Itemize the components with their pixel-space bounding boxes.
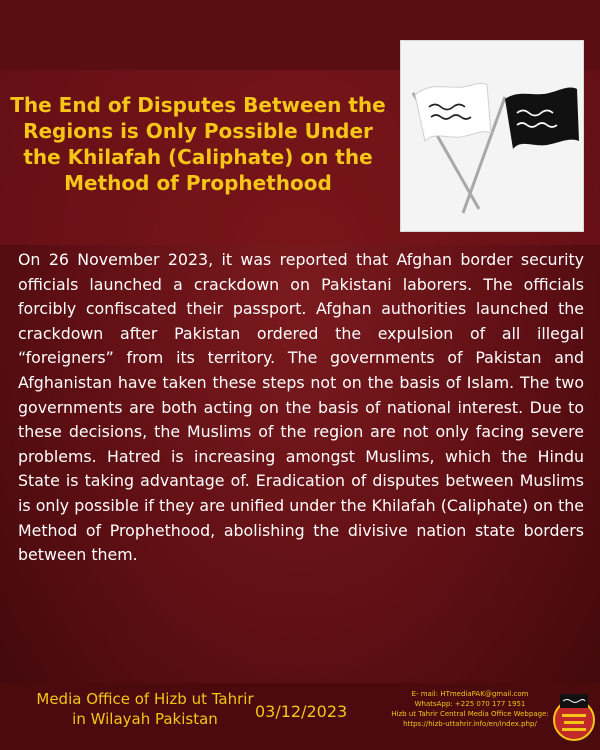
contact-webpage-label: Hizb ut Tahrir Central Media Office Webpage: [391, 710, 549, 718]
contact-webpage-url: https://hizb-uttahrir.info/en/index.php/ [403, 720, 537, 728]
footer-contact [390, 689, 550, 729]
contact-email: E- mail: HTmediaPAK@gmail.com [411, 690, 529, 698]
poster-title [8, 92, 388, 196]
white-and-black-flags-icon [401, 41, 583, 231]
title-line: the Khilafah (Caliphate) on the [23, 145, 373, 169]
contact-whatsapp: WhatsApp: +225 070 177 1951 [414, 700, 526, 708]
flags-image [400, 40, 584, 232]
office-region-line: in Wilayah Pakistan [72, 710, 218, 728]
title-line: Method of Prophethood [64, 171, 332, 195]
release-date: 03/12/2023 [255, 702, 348, 721]
media-office-logo-icon [552, 690, 596, 746]
office-name-line: Media Office of Hizb ut Tahrir [36, 690, 254, 708]
title-line: The End of Disputes Between the [10, 93, 386, 117]
footer-office [20, 689, 270, 729]
article-body: On 26 November 2023, it was reported that Afghan border security officials launched a crackdown on Pakistani laborers. The officials forcibly confiscated their passport. Afghan authorities launched the crackdown after Pakistan ordered the expulsion of all illegal “foreigners” from its territory. The governments of Pakistan and Afghanistan have taken these steps not on the basis of Islam. The two governments are both acting on the basis of national interest. Due to these decisions, the Muslims of the region are not only facing severe problems. Hatred is increasing amongst Muslims, which the Hindu State is taking advantage of. Eradication of disputes between Muslims is only possible if they are unified under the Khilafah (Caliphate) on the Method of Prophethood, abolishing the divisive nation state borders between them. [18, 250, 584, 565]
title-line: Regions is Only Possible Under [23, 119, 373, 143]
